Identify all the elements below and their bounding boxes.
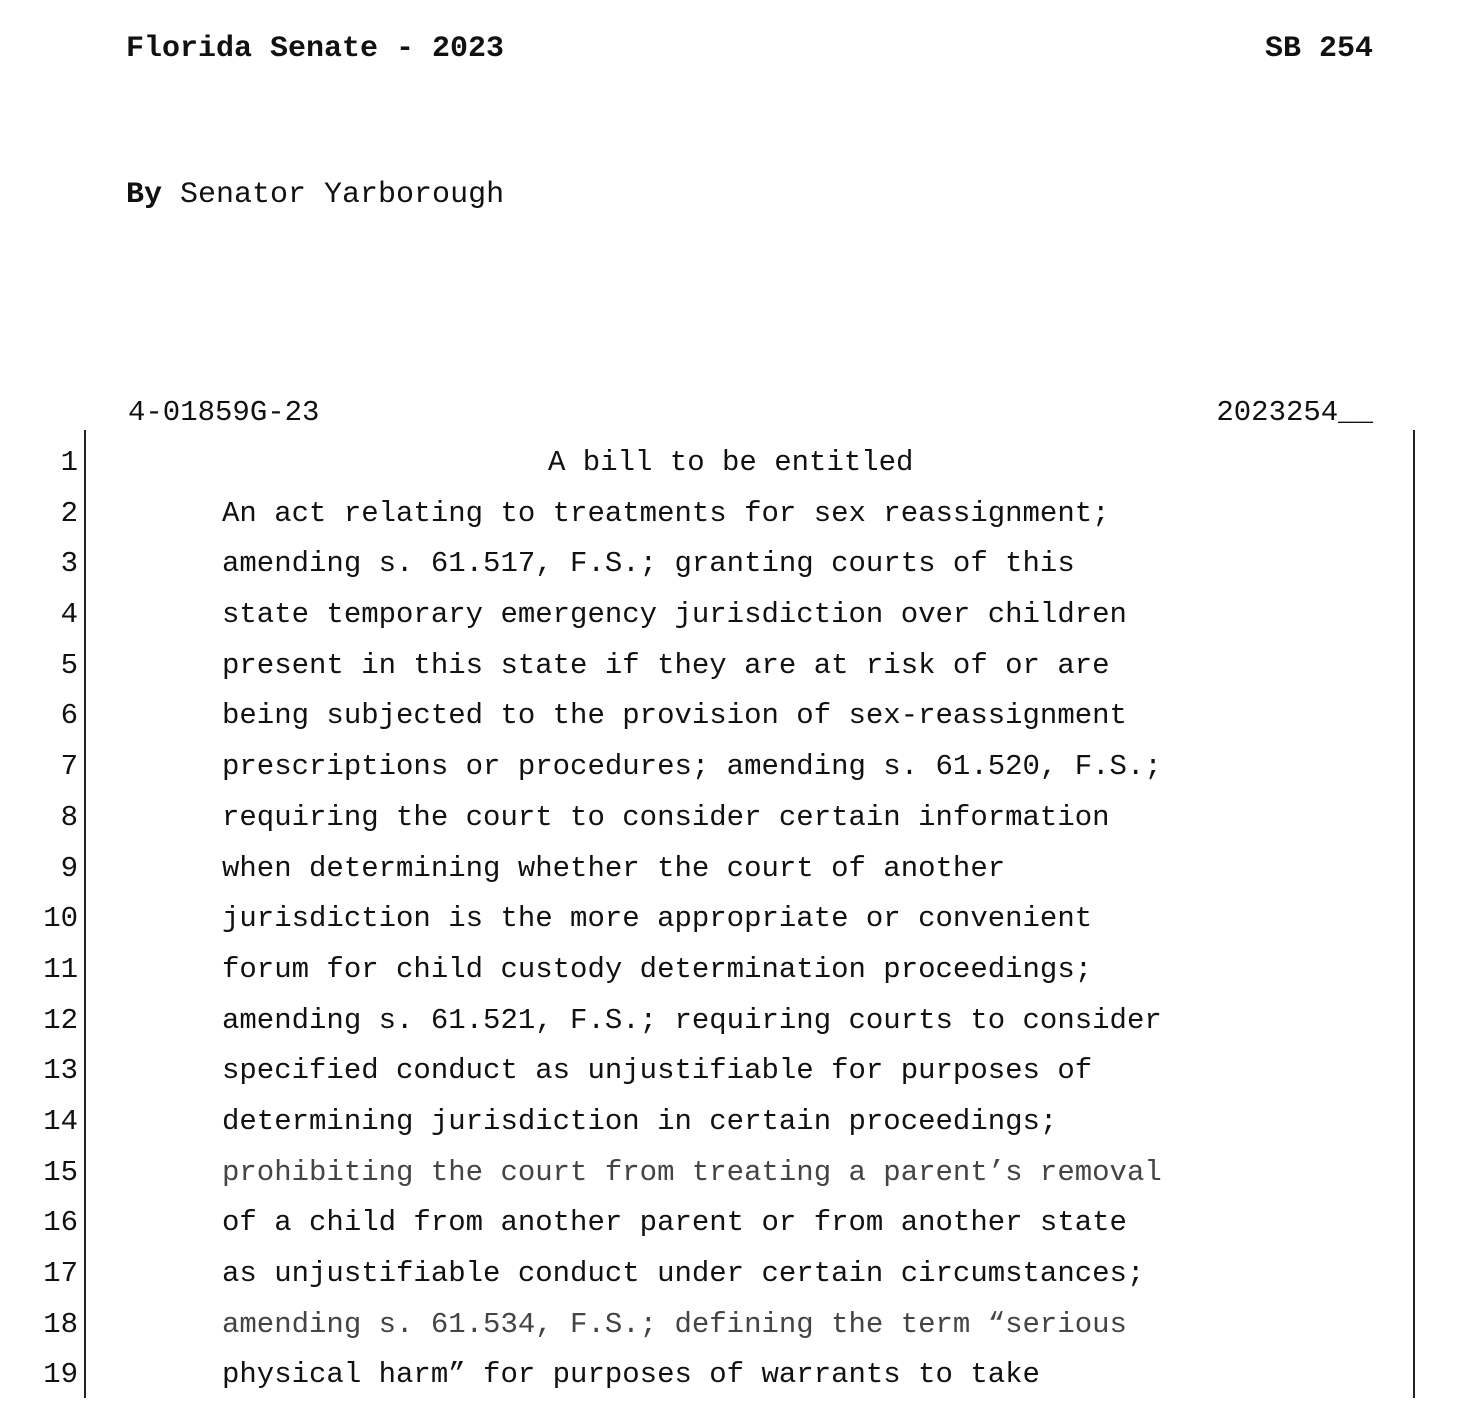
bill-line	[0, 950, 1476, 1001]
line-text: present in this state if they are at risk of or are	[222, 648, 1110, 682]
bill-line	[0, 646, 1476, 697]
line-text: prescriptions or procedures; amending s. 61.520, F.S.;	[222, 750, 1162, 784]
line-number: 14	[43, 1104, 78, 1138]
line-text: requiring the court to consider certain information	[222, 800, 1110, 834]
line-text: when determining whether the court of another	[222, 851, 1006, 885]
line-text: A bill to be entitled	[548, 446, 914, 479]
line-text: An act relating to treatments for sex reassignment;	[222, 496, 1110, 530]
sponsor-name: Senator Yarborough	[162, 178, 505, 212]
line-text: amending s. 61.517, F.S.; granting courts of this	[222, 547, 1075, 581]
line-number: 9	[60, 851, 78, 885]
line-number: 10	[43, 902, 78, 936]
line-text: determining jurisdiction in certain proceedings;	[222, 1104, 1058, 1138]
line-number: 19	[43, 1358, 78, 1392]
line-number: 13	[43, 1054, 78, 1088]
line-number: 3	[60, 547, 78, 581]
bill-line	[0, 798, 1476, 849]
line-number: 2	[60, 496, 78, 530]
chamber-year-title: Florida Senate - 2023	[126, 32, 505, 66]
bill-line	[0, 1102, 1476, 1153]
line-number: 17	[43, 1257, 78, 1290]
bill-line	[0, 1001, 1476, 1052]
bill-line	[0, 595, 1476, 646]
sponsor-line	[126, 176, 504, 214]
bill-line	[0, 1254, 1476, 1305]
bill-line	[0, 544, 1476, 595]
line-number: 18	[43, 1307, 78, 1341]
bill-line	[0, 1305, 1476, 1356]
line-number: 15	[43, 1155, 78, 1189]
bill-number: SB 254	[1264, 32, 1373, 66]
bill-line	[0, 1355, 1476, 1406]
line-number: 8	[60, 800, 78, 834]
line-number: 5	[60, 648, 78, 682]
line-text: state temporary emergency jurisdiction over children	[222, 598, 1127, 632]
bill-line	[0, 747, 1476, 798]
line-number: 7	[60, 750, 78, 784]
bill-line	[0, 849, 1476, 900]
bill-code: 2023254__	[1216, 396, 1373, 429]
sponsor-prefix: By	[126, 178, 163, 212]
line-number: 12	[43, 1003, 78, 1037]
line-text: prohibiting the court from treating a parent’s removal	[222, 1155, 1162, 1189]
line-number: 16	[43, 1206, 78, 1240]
line-text: as unjustifiable conduct under certain circumstances;	[222, 1257, 1145, 1290]
bill-line	[0, 1203, 1476, 1254]
line-text: forum for child custody determination proceedings;	[222, 952, 1093, 986]
line-number: 4	[60, 598, 78, 632]
line-text: amending s. 61.521, F.S.; requiring courts to consider	[222, 1003, 1162, 1037]
line-text: specified conduct as unjustifiable for purposes of	[222, 1054, 1093, 1088]
line-text: physical harm” for purposes of warrants to take	[222, 1358, 1040, 1392]
bill-line	[0, 443, 1476, 494]
bill-line	[0, 696, 1476, 747]
line-text: jurisdiction is the more appropriate or convenient	[222, 902, 1093, 936]
line-text: amending s. 61.534, F.S.; defining the term “serious	[222, 1307, 1127, 1341]
bill-line	[0, 494, 1476, 545]
line-number: 1	[60, 446, 78, 479]
line-number: 6	[60, 699, 78, 733]
bill-text-lines	[0, 443, 1476, 1406]
line-number: 11	[43, 952, 78, 986]
bill-line	[0, 899, 1476, 950]
line-text: being subjected to the provision of sex-reassignment	[222, 699, 1127, 733]
draft-code: 4-01859G-23	[128, 396, 320, 429]
line-text: of a child from another parent or from another state	[222, 1206, 1127, 1240]
bill-line	[0, 1051, 1476, 1102]
bill-line	[0, 1153, 1476, 1204]
